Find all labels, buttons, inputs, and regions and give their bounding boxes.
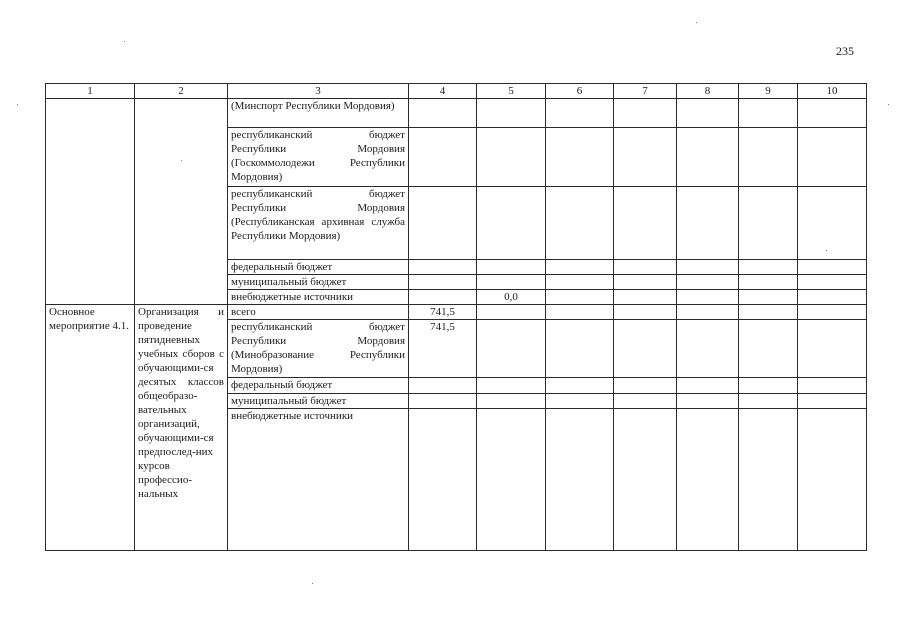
value-cell [546, 305, 614, 320]
funding-source-cell: республиканский бюджет Республики Мордовия (Минобразование Республики Мордовия) [228, 320, 409, 378]
value-cell [614, 187, 677, 260]
scan-speck [312, 583, 313, 584]
measure-description-cell: Организация и проведение пятидневных учебных сборов с обучающими-ся десятых классов общеобразо-вательных организаций, обучающими-ся предпослед-них курсов профессио-нальных [135, 305, 228, 551]
value-cell [477, 305, 546, 320]
value-cell [409, 128, 477, 187]
value-cell [739, 409, 798, 551]
scan-speck [696, 22, 697, 23]
value-cell [614, 394, 677, 409]
value-cell [798, 275, 867, 290]
value-cell: 741,5 [409, 305, 477, 320]
value-cell [798, 290, 867, 305]
value-cell [614, 99, 677, 128]
value-cell [677, 394, 739, 409]
value-cell [677, 128, 739, 187]
scan-speck [181, 160, 182, 161]
measure-name-cell [46, 99, 135, 305]
value-cell [614, 128, 677, 187]
value-cell [546, 320, 614, 378]
value-cell: 741,5 [409, 320, 477, 378]
value-cell [477, 99, 546, 128]
value-cell [798, 409, 867, 551]
value-cell [739, 99, 798, 128]
page-number: 235 [836, 44, 854, 58]
column-number: 9 [739, 84, 798, 99]
value-cell [739, 394, 798, 409]
value-cell [677, 378, 739, 394]
value-cell [677, 305, 739, 320]
value-cell [677, 290, 739, 305]
value-cell [409, 187, 477, 260]
value-cell [409, 275, 477, 290]
value-cell [798, 187, 867, 260]
funding-source-cell: внебюджетные источники [228, 290, 409, 305]
value-cell [798, 394, 867, 409]
value-cell [477, 128, 546, 187]
value-cell [614, 378, 677, 394]
value-cell [409, 378, 477, 394]
funding-source-cell: всего [228, 305, 409, 320]
value-cell [739, 320, 798, 378]
value-cell [677, 187, 739, 260]
value-cell [546, 275, 614, 290]
value-cell [546, 187, 614, 260]
value-cell [546, 99, 614, 128]
value-cell [739, 378, 798, 394]
funding-source-cell: муниципальный бюджет [228, 394, 409, 409]
value-cell [739, 128, 798, 187]
funding-source-cell: республиканский бюджет Республики Мордовия (Госкоммолодежи Республики Мордовия) [228, 128, 409, 187]
column-number-row [46, 84, 867, 99]
scan-speck [124, 41, 125, 42]
value-cell [677, 409, 739, 551]
column-number: 1 [46, 84, 135, 99]
value-cell [546, 128, 614, 187]
value-cell [477, 394, 546, 409]
value-cell [477, 378, 546, 394]
funding-source-cell: муниципальный бюджет [228, 275, 409, 290]
scan-speck [17, 104, 18, 105]
value-cell [739, 305, 798, 320]
value-cell [614, 305, 677, 320]
table-row [46, 305, 867, 320]
budget-table [45, 83, 867, 551]
measure-description-cell [135, 99, 228, 305]
value-cell [409, 99, 477, 128]
value-cell [614, 290, 677, 305]
value-cell [477, 275, 546, 290]
funding-source-cell: республиканский бюджет Республики Мордовия (Республиканская архивная служба Республики Мордовия) [228, 187, 409, 260]
value-cell [477, 187, 546, 260]
value-cell [677, 320, 739, 378]
value-cell [409, 290, 477, 305]
value-cell [798, 320, 867, 378]
column-number: 2 [135, 84, 228, 99]
column-number: 10 [798, 84, 867, 99]
value-cell [546, 290, 614, 305]
value-cell [477, 409, 546, 551]
value-cell [739, 275, 798, 290]
value-cell [614, 260, 677, 275]
column-number: 3 [228, 84, 409, 99]
value-cell [798, 128, 867, 187]
value-cell [546, 394, 614, 409]
column-number: 5 [477, 84, 546, 99]
funding-source-cell: федеральный бюджет [228, 260, 409, 275]
value-cell [739, 290, 798, 305]
value-cell [798, 378, 867, 394]
funding-source-cell: (Минспорт Республики Мордовия) [228, 99, 409, 128]
value-cell: 0,0 [477, 290, 546, 305]
value-cell [677, 99, 739, 128]
value-cell [798, 99, 867, 128]
column-number: 8 [677, 84, 739, 99]
table-row [46, 99, 867, 128]
funding-source-cell: внебюджетные источники [228, 409, 409, 551]
value-cell [477, 320, 546, 378]
value-cell [798, 260, 867, 275]
scan-speck [826, 250, 827, 251]
value-cell [409, 260, 477, 275]
scan-speck [888, 104, 889, 105]
column-number: 7 [614, 84, 677, 99]
value-cell [409, 394, 477, 409]
value-cell [739, 187, 798, 260]
value-cell [546, 260, 614, 275]
column-number: 6 [546, 84, 614, 99]
value-cell [739, 260, 798, 275]
value-cell [677, 275, 739, 290]
value-cell [546, 409, 614, 551]
value-cell [546, 378, 614, 394]
measure-name-cell: Основное мероприятие 4.1. [46, 305, 135, 551]
funding-source-cell: федеральный бюджет [228, 378, 409, 394]
value-cell [477, 260, 546, 275]
value-cell [614, 409, 677, 551]
column-number: 4 [409, 84, 477, 99]
value-cell [409, 409, 477, 551]
value-cell [614, 320, 677, 378]
value-cell [798, 305, 867, 320]
value-cell [614, 275, 677, 290]
value-cell [677, 260, 739, 275]
